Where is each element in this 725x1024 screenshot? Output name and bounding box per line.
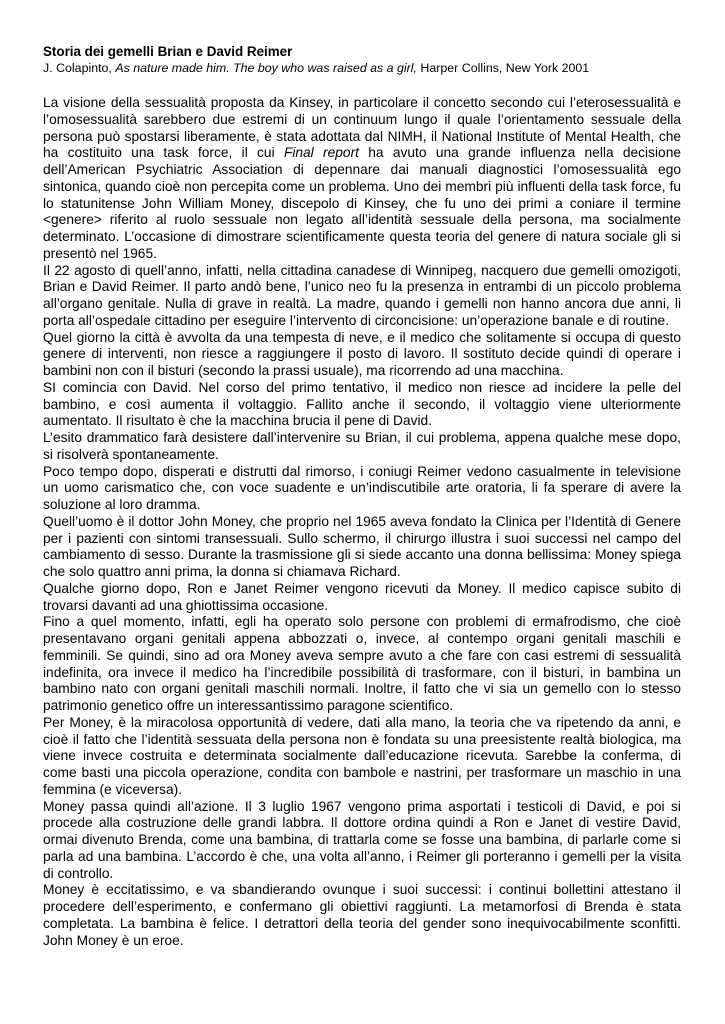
paragraph-8: Qualche giorno dopo, Ron e Janet Reimer vengono ricevuti da Money. Il medico capisce subito di trovarsi davanti ad una ghiottissima occasione. [43,580,681,613]
paragraph-9: Fino a quel momento, infatti, egli ha operato solo persone con problemi di ermafrodismo, che cioè presentavano organi genitali appena abbozzati o, invece, al contempo organi genitali maschili e femminili. Se quindi, sino ad ora Money aveva sempre avuto a che fare con casi estremi di sessualità indefinita, ora invece il medico ha l’incredibile possibilità di trasformare, con il bisturi, in bambina un bambino nato con organi genitali maschili normali. Inoltre, il fatto che vi sia un gemello con lo stesso patrimonio genetico offre un interessantissimo paragone scientifico. [43,614,681,713]
paragraph-11: Money passa quindi all’azione. Il 3 luglio 1967 vengono prima asportati i testicoli di David, e poi si procede alla costruzione delle grandi labbra. Il dottore ordina quindi a Ron e Janet di vestire David, ormai divenuto Brenda, come una bambina, di trattarla come se fosse una bambina, di parlarle come si parla ad una bambina. L’accordo è che, una volta all’anno, i Reimer gli porteranno i gemelli per la visita di controllo. [43,798,681,881]
final-report-emphasis: Final report [283,145,359,161]
paragraph-1 [43,95,681,263]
document-page [43,44,681,949]
body-text [43,95,681,949]
paragraph-7: Quell’uomo è il dottor John Money, che proprio nel 1965 aveva fondato la Clinica per l’Identità di Genere per i pazienti con sintomi transessuali. Sullo schermo, il chirurgo illustra i suoi successi nel campo del cambiamento di sesso. Durante la trasmissione gli si siede accanto una donna bellissima: Money spiega che solo quattro anni prima, la donna si chiamava Richard. [43,513,681,579]
paragraph-3: Quel giorno la città è avvolta da una tempesta di neve, e il medico che solitamente si occupa di questo genere di interventi, non riesce a raggiungere il posto di lavoro. Il sostituto decide quindi di operare i bambini non con il bisturi (secondo la prassi usuale), ma ricorrendo ad una macchina. [43,329,681,378]
citation [43,60,681,76]
paragraph-2: Il 22 agosto di quell’anno, infatti, nella cittadina canadese di Winnipeg, nacquero due gemelli omozigoti, Brian e David Reimer. Il parto andò bene, l’unico neo fu la presenza in entrambi di un piccolo problema all’organo genitale. Nulla di grave in realtà. La madre, quando i gemelli non hanno ancora due anni, li porta all’ospedale cittadino per eseguire l’intervento di circoncisione: un’operazione banale e di routine. [43,262,681,328]
citation-book-title: As nature made him. The boy who was raised as a girl, [115,61,417,75]
paragraph-4: SI comincia con David. Nel corso del primo tentativo, il medico non riesce ad incidere la pelle del bambino, e così aumenta il voltaggio. Fallito anche il secondo, il voltaggio viene ulteriormente aumentato. Il risultato è che la macchina brucia il pene di David. [43,379,681,429]
citation-author: J. Colapinto, [43,61,116,75]
paragraph-5: L’esito drammatico farà desistere dall’intervenire su Brian, il cui problema, appena qualche mese dopo, si risolverà spontaneamente. [43,430,681,462]
paragraph-1-text-b: ha avuto una grande influenza nella decisione dell’American Psychiatric Association di depennare dai manuali diagnostici l’omosessualità ego sintonica, quando cioè non percepita come un problema. Uno dei membri più influenti della task force, fu lo statunitense John William Money, discepolo di Kinsey, che fu uno dei primi a coniare il termine <genere> riferito al ruolo sessuale non legato all’identità sessuale della persona, ma socialmente determinato. L’occasione di dimostrare scientificamente questa teoria del genere di natura sociale gli si presentò nel 1965. [43,145,681,261]
paragraph-10: Per Money, è la miracolosa opportunità di vedere, dati alla mano, la teoria che va ripetendo da anni, e cioè il fatto che l’identità sessuata della persona non è fondata su una preesistente realtà biologica, ma viene invece costruita e determinata socialmente dall’educazione ricevuta. Sarebbe la conferma, di come basti una piccola operazione, condita con bambole e nastrini, per trasformare un maschio in una femmina (e viceversa). [43,714,681,797]
citation-publisher: Harper Collins, New York 2001 [416,61,590,75]
document-title: Storia dei gemelli Brian e David Reimer [43,44,293,59]
paragraph-6: Poco tempo dopo, disperati e distrutti dal rimorso, i coniugi Reimer vedono casualmente in televisione un uomo carismatico che, con voce suadente e un’indiscutibile arte oratoria, li fa sperare di avere la soluzione al loro dramma. [43,463,681,512]
paragraph-1-text-a: La visione della sessualità proposta da Kinsey, in particolare il concetto secondo cui l’eterosessualità e l’omosessualità sarebbero due estremi di un continuum lungo il quale l’orientamento sessuale della persona può spostarsi liberamente, è stata adottata dal NIMH, il National Institute of Mental Health, che ha costituito una task force, il cui [43,95,681,161]
paragraph-12: Money è eccitatissimo, e va sbandierando ovunque i suoi successi: i continui bollettini attestano il procedere dell’esperimento, e confermano gli obiettivi raggiunti. La metamorfosi di Brenda è stata completata. La bambina è felice. I detrattori della teoria del gender sono inequivocabilmente sconfitti. John Money è un eroe. [43,882,681,948]
